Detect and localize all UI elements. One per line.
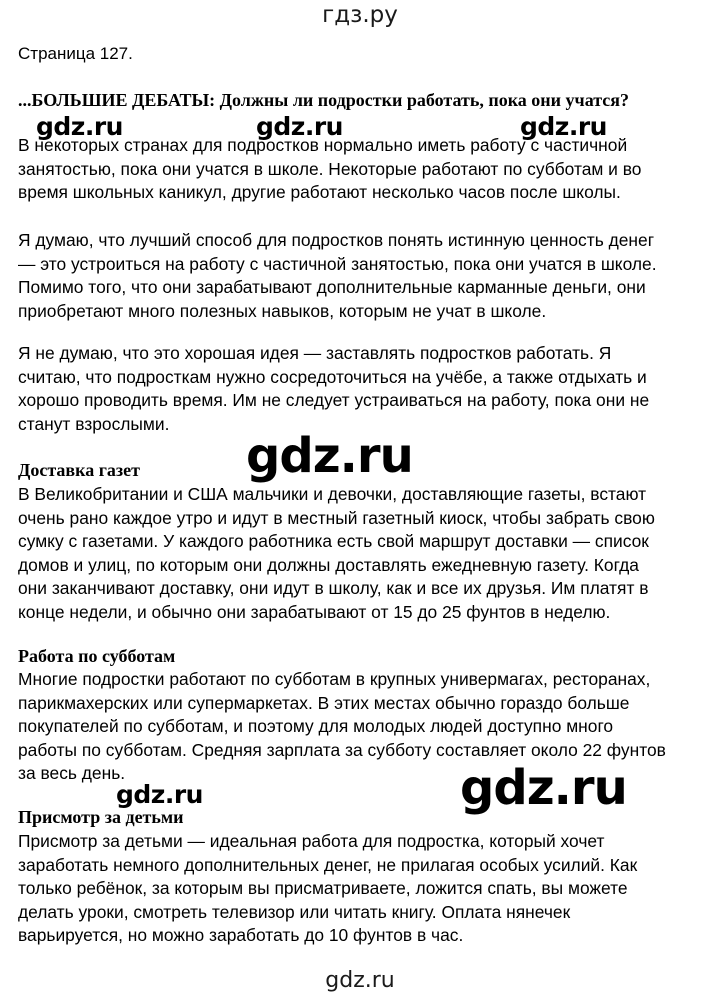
paragraph-line: парикмахерских или супермаркетах. В этих местах обычно гораздо больше <box>18 692 630 713</box>
paragraph-line: сумку с газетами. У каждого работника есть свой маршрут доставки — список <box>18 531 649 552</box>
paragraph-line: Я думаю, что лучший способ для подростков понять истинную ценность денег <box>18 230 655 250</box>
paragraph-line: делать уроки, смотреть телевизор или читать книгу. Оплата нянечек <box>18 901 571 922</box>
watermark-text: gdz.ru <box>520 112 607 141</box>
paragraph-line: Я не думаю, что это хорошая идея — заставлять подростков работать. Я <box>18 343 612 363</box>
paragraph-line: приобретают много полезных навыков, которым не учат в школе. <box>18 300 547 321</box>
paragraph-line: конце недели, и обычно они зарабатывают от 15 до 25 фунтов в неделю. <box>18 601 611 622</box>
opinion-for-paragraph <box>18 229 718 323</box>
watermark-text: gdz.ru <box>246 428 413 484</box>
paragraph-line: домов и улиц, по которым они должны доставлять ежедневную газету. Когда <box>18 554 639 575</box>
section-heading-babysitting: Присмотр за детьми <box>18 807 184 827</box>
paragraph-line: очень рано каждое утро и идут в местный газетный киоск, чтобы забрать свою <box>18 507 655 528</box>
paragraph-line: работы по субботам. Средняя зарплата за субботу составляет около 22 фунтов <box>18 739 666 760</box>
paragraph-line: Многие подростки работают по субботам в крупных универмагах, ресторанах, <box>18 669 651 689</box>
article-title: ...БОЛЬШИЕ ДЕБАТЫ: Должны ли подростки работать, пока они учатся? <box>18 90 630 110</box>
opinion-against-paragraph <box>18 342 718 436</box>
paragraph-line: Присмотр за детьми — идеальная работа для подростка, который хочет <box>18 831 605 851</box>
paragraph-line: покупателей по субботам, и поэтому для молодых людей доступно много <box>18 716 614 737</box>
paragraph-line: только ребёнок, за которым вы присматриваете, ложится спать, вы можете <box>18 878 628 899</box>
watermark-text: gdz.ru <box>36 112 123 141</box>
paragraph-line: за весь день. <box>18 763 126 784</box>
watermark-text: gdz.ru <box>116 780 203 809</box>
babysitting-paragraph <box>18 830 718 948</box>
paragraph-line: считаю, что подросткам нужно сосредоточиться на учёбе, а также отдыхать и <box>18 366 647 387</box>
paragraph-line: Помимо того, что они зарабатывают дополнительные карманные деньги, они <box>18 277 646 298</box>
section-heading-newspaper: Доставка газет <box>18 460 140 480</box>
paragraph-line: В Великобритании и США мальчики и девочки, доставляющие газеты, встают <box>18 484 647 504</box>
intro-paragraph <box>18 134 718 205</box>
section-heading-saturday: Работа по субботам <box>18 646 176 666</box>
paragraph-line: они заканчивают доставку, они идут в школу, как и все их друзья. Им платят в <box>18 578 649 599</box>
paragraph-line: заработать немного дополнительных денег, не прилагая особых усилий. Как <box>18 854 638 875</box>
paragraph-line: занятостью, пока они учатся в школе. Некоторые работают по субботам и во <box>18 158 642 179</box>
watermark-text: gdz.ru <box>256 112 343 141</box>
site-header: гдз.ру <box>322 2 398 28</box>
watermark-text: gdz.ru <box>460 760 627 816</box>
paragraph-line: — это устроиться на работу с частичной занятостью, пока они учатся в школе. <box>18 253 657 274</box>
paragraph-line: варьируется, но можно заработать до 10 фунтов в час. <box>18 925 464 946</box>
watermark-footer: gdz.ru <box>325 968 395 993</box>
paragraph-line: станут взрослыми. <box>18 413 170 434</box>
page-number-label: Страница 127. <box>18 44 133 63</box>
paragraph-line: В некоторых странах для подростков нормально иметь работу с частичной <box>18 135 628 155</box>
paragraph-line: время школьных каникул, другие работают несколько часов после школы. <box>18 182 621 203</box>
paragraph-line: хорошо проводить время. Им не следует устраиваться на работу, пока они не <box>18 390 650 411</box>
newspaper-paragraph <box>18 483 718 625</box>
